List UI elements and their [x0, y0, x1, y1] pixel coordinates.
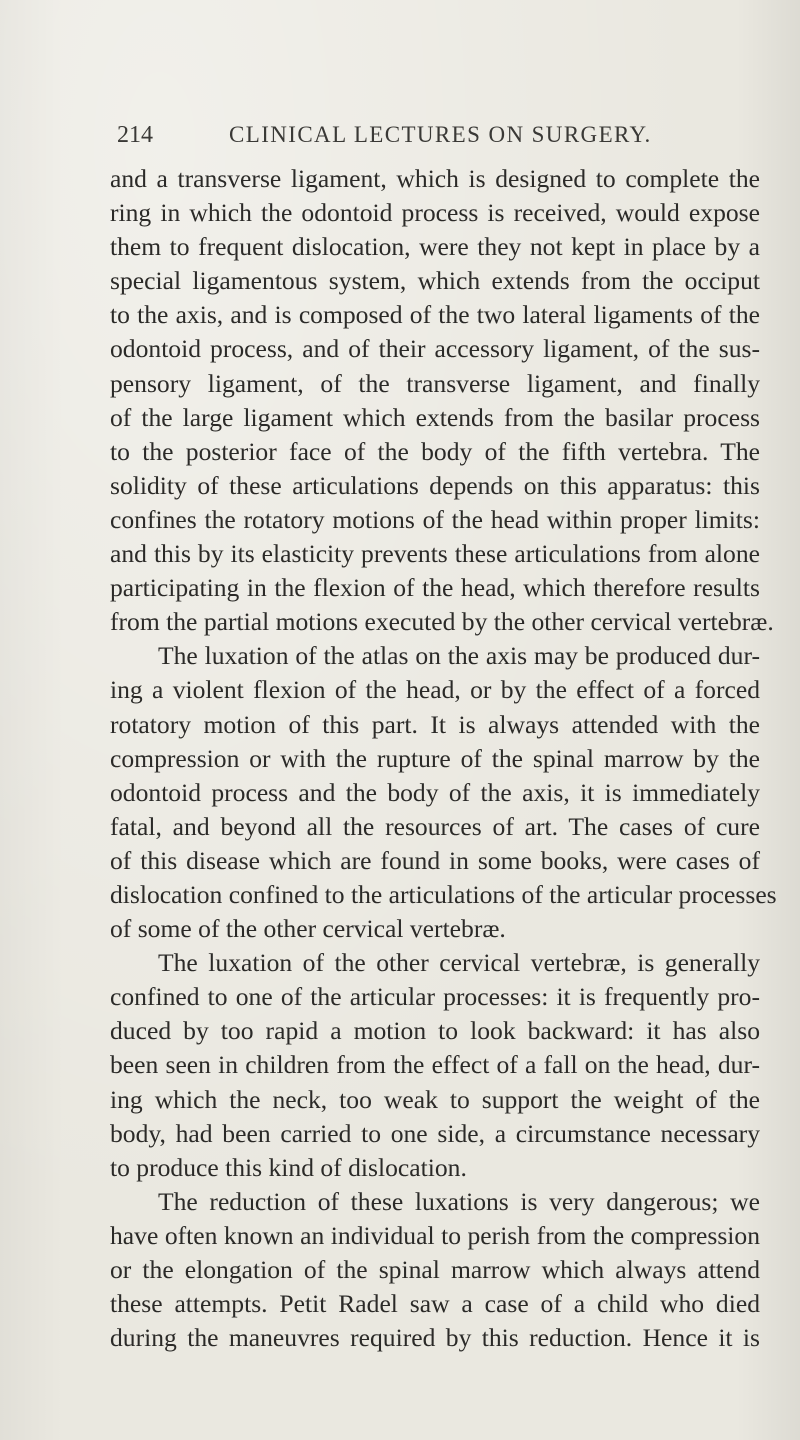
text-line: to the axis, and is composed of the two lateral ligaments of the	[110, 300, 760, 330]
text-line: rotatory motion of this part. It is always attended with the	[110, 709, 760, 739]
paragraph-end-line: of some of the other cervical vertebræ.	[110, 914, 506, 944]
text-line: and this by its elasticity prevents these articulations from alone	[110, 539, 760, 569]
text-line: special ligamentous system, which extends from the occiput	[110, 266, 760, 296]
text-line: odontoid process and the body of the axis, it is immediately	[110, 777, 760, 807]
text-line: been seen in children from the effect of a fall on the head, dur-	[110, 1050, 760, 1080]
text-line: of the large ligament which extends from the basilar process	[110, 402, 760, 432]
text-line: confined to one of the articular processes: it is frequently pro-	[110, 982, 760, 1012]
page-header	[117, 118, 717, 154]
text-line: of this disease which are found in some books, were cases of	[110, 845, 760, 875]
text-line: to the posterior face of the body of the fifth vertebra. The	[110, 436, 760, 466]
running-head: CLINICAL LECTURES ON SURGERY.	[229, 122, 652, 147]
text-line: fatal, and beyond all the resources of art. The cases of cure	[110, 811, 760, 841]
paragraph-start-line: The luxation of the other cervical vertebræ, is generally	[158, 948, 760, 978]
text-line: from the partial motions executed by the other cervical vertebræ.	[110, 607, 774, 637]
text-line: solidity of these articulations depends on this apparatus: this	[110, 470, 760, 500]
text-line: compression or with the rupture of the spinal marrow by the	[110, 743, 760, 773]
text-line: ing a violent flexion of the head, or by the effect of a forced	[110, 675, 760, 705]
text-line: ing which the neck, too weak to support the weight of the	[110, 1084, 760, 1114]
text-line: have often known an individual to perish from the compression	[110, 1220, 760, 1250]
text-line: pensory ligament, of the transverse ligament, and finally	[110, 368, 760, 398]
paragraph-end-line: to produce this kind of dislocation.	[110, 1152, 467, 1182]
body-text	[110, 162, 777, 1355]
text-line: them to frequent dislocation, were they not kept in place by a	[110, 232, 760, 262]
text-line: or the elongation of the spinal marrow which always attend	[110, 1255, 760, 1284]
page-number: 214	[117, 122, 153, 148]
text-line: and a transverse ligament, which is designed to complete the	[110, 164, 760, 193]
text-line: confines the rotatory motions of the head within proper limits:	[110, 504, 760, 534]
text-line: dislocation confined to the articulations of the articular processes	[110, 879, 777, 909]
paragraph-start-line: The reduction of these luxations is very dangerous; we	[158, 1186, 760, 1216]
text-line: duced by too rapid a motion to look backward: it has also	[110, 1016, 760, 1046]
text-line: participating in the flexion of the head, which therefore results	[110, 573, 760, 603]
text-line: these attempts. Petit Radel saw a case of a child who died	[110, 1289, 760, 1319]
text-line: body, had been carried to one side, a circumstance necessary	[110, 1118, 760, 1148]
text-line: during the maneuvres required by this reduction. Hence it is	[110, 1323, 760, 1353]
text-line: odontoid process, and of their accessory ligament, of the sus-	[110, 334, 760, 364]
text-line: ring in which the odontoid process is received, would expose	[110, 198, 760, 228]
paragraph-start-line: The luxation of the atlas on the axis may be produced dur-	[158, 641, 760, 671]
